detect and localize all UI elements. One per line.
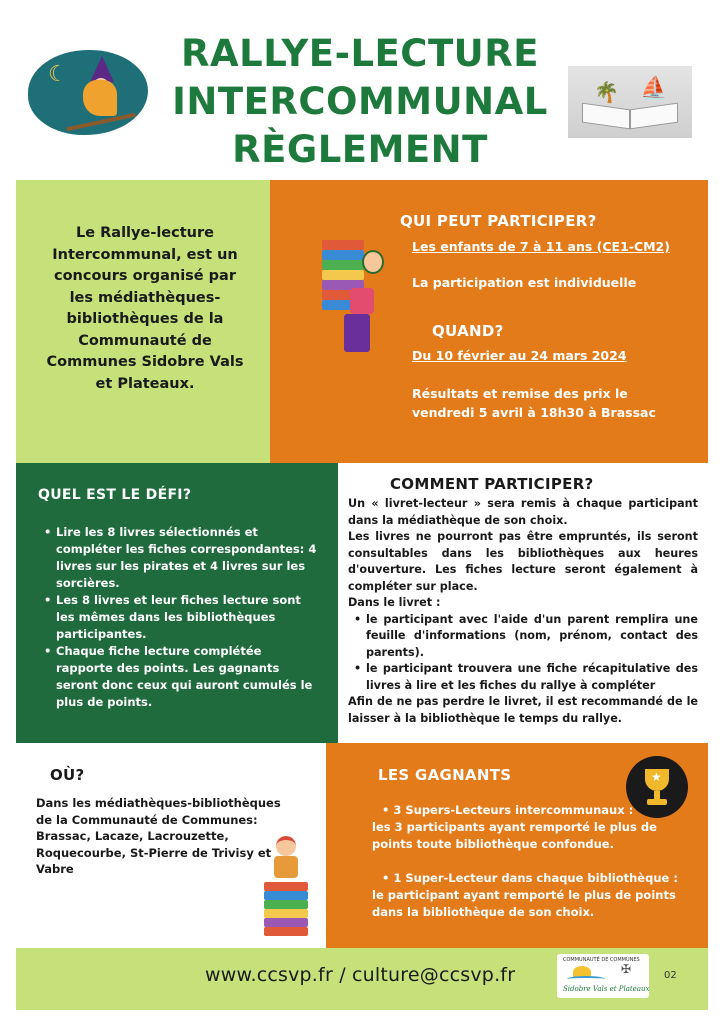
book-shape (264, 927, 308, 936)
star-icon: ★ (651, 770, 662, 784)
gagnants-1-text: les 3 participants ayant remporté le plus de points toute bibliothèque confondue. (372, 820, 657, 851)
defi-item: • Les 8 livres et leur fiches lecture sont les mêmes dans les bibliothèques participantes. (44, 592, 320, 643)
comment-p4: Afin de ne pas perdre le livret, il est recommandé de le laisser à la bibliothèque le temps du rallye. (348, 695, 698, 725)
trophy-stem-shape (654, 791, 660, 799)
quand-resultats: Résultats et remise des prix le vendredi 5 avril à 18h30 à Brassac (412, 386, 656, 420)
open-book-illustration (568, 66, 692, 138)
intro-text: Le Rallye-lecture Intercommunal, est un concours organisé par les médiathèques-bibliothèques de la Communauté de Communes Sidobre Vals et Plateaux. (46, 225, 244, 392)
ou-heading: OÙ? (50, 766, 85, 784)
qui-heading: QUI PEUT PARTICIPER? (400, 212, 597, 230)
quand-heading: QUAND? (432, 322, 504, 340)
book-shape (264, 882, 308, 891)
girl-reading-illustration (258, 832, 322, 942)
logo-top-text: COMMUNAUTÉ DE COMMUNES (563, 957, 640, 963)
book-shape (264, 900, 308, 909)
gagnants-heading: LES GAGNANTS (378, 766, 512, 784)
gagnants-2-title: • 1 Super-Lecteur dans chaque bibliothèque : (382, 871, 678, 885)
comment-item: • le participant trouvera une fiche récapitulative des livres à lire et les fiches du rallye à compléter (354, 661, 698, 694)
comment-p1: Un « livret-lecteur » sera remis à chaque participant dans la médiathèque de son choix. (348, 497, 698, 527)
girl-body-shape (274, 856, 298, 878)
defi-heading: QUEL EST LE DÉFI? (38, 487, 192, 503)
book-page-right (630, 103, 678, 130)
book-shape (322, 270, 364, 280)
defi-item: • Lire les 8 livres sélectionnés et compléter les fiches correspondantes: 4 livres sur les pirates et 4 livres sur les sorcières. (44, 524, 320, 592)
cross-icon: ✠ (621, 962, 632, 976)
comment-list (348, 612, 698, 695)
defi-list (44, 524, 320, 711)
girl-head-shape (276, 836, 296, 856)
wave-icon (567, 976, 605, 982)
title-line-3: RÈGLEMENT (232, 128, 488, 171)
boy-legs-shape (344, 314, 370, 352)
logo-name-text: Sidobre Vals et Plateaux (563, 985, 650, 993)
ship-icon: ⛵ (640, 76, 668, 101)
book-shape (322, 260, 364, 270)
ou-text: Dans les médiathèques-bibliothèques de la Communauté de Communes: Brassac, Lacaze, Lacrouzette, Roquecourbe, St-Pierre de Trivisy et Vabre (36, 796, 281, 876)
gagnants-1-title: • 3 Supers-Lecteurs intercommunaux : (382, 803, 634, 817)
page-title (140, 30, 580, 174)
witch-illustration (28, 50, 148, 135)
book-shape (264, 918, 308, 927)
book-shape (322, 240, 364, 250)
defi-item: • Chaque fiche lecture complétée rapporte des points. Les gagnants seront donc ceux qui auront cumulés le plus de points. (44, 643, 320, 711)
quand-dates: Du 10 février au 24 mars 2024 (412, 348, 627, 363)
boy-shirt-shape (350, 288, 374, 314)
gagnants-block-2 (372, 870, 692, 921)
comment-heading: COMMENT PARTICIPER? (390, 475, 594, 493)
comment-body (348, 496, 698, 727)
boy-head-shape (362, 250, 384, 274)
book-shape (264, 909, 308, 918)
book-shape (322, 250, 364, 260)
boy-with-books-illustration (316, 232, 396, 362)
page-number: 02 (664, 970, 677, 981)
ccsvp-logo (557, 954, 649, 998)
title-line-1: RALLYE-LECTURE (181, 32, 539, 75)
comment-p3: Dans le livret : (348, 596, 441, 609)
gagnants-block-1 (372, 802, 692, 853)
book-page-left (582, 103, 630, 130)
moon-icon: ☾ (48, 62, 68, 87)
witch-dress-shape (83, 80, 117, 116)
qui-ages: Les enfants de 7 à 11 ans (CE1-CM2) (412, 239, 670, 254)
title-line-2: INTERCOMMUNAL (172, 80, 548, 123)
book-shape (264, 891, 308, 900)
comment-item: • le participant avec l'aide d'un parent remplira une feuille d'informations (nom, prénom, contact des parents). (354, 612, 698, 662)
gagnants-2-text: le participant ayant remporté le plus de points dans la bibliothèque de son choix. (372, 888, 676, 919)
footer-contact: www.ccsvp.fr / culture@ccsvp.fr (205, 964, 516, 986)
qui-individuelle: La participation est individuelle (412, 275, 637, 290)
comment-p2: Les livres ne pourront pas être empruntés, ils seront consultables dans les bibliothèques aux heures d'ouverture. Les fiches lecture seront également à compléter sur place. (348, 530, 698, 593)
palm-tree-icon: 🌴 (594, 80, 619, 104)
